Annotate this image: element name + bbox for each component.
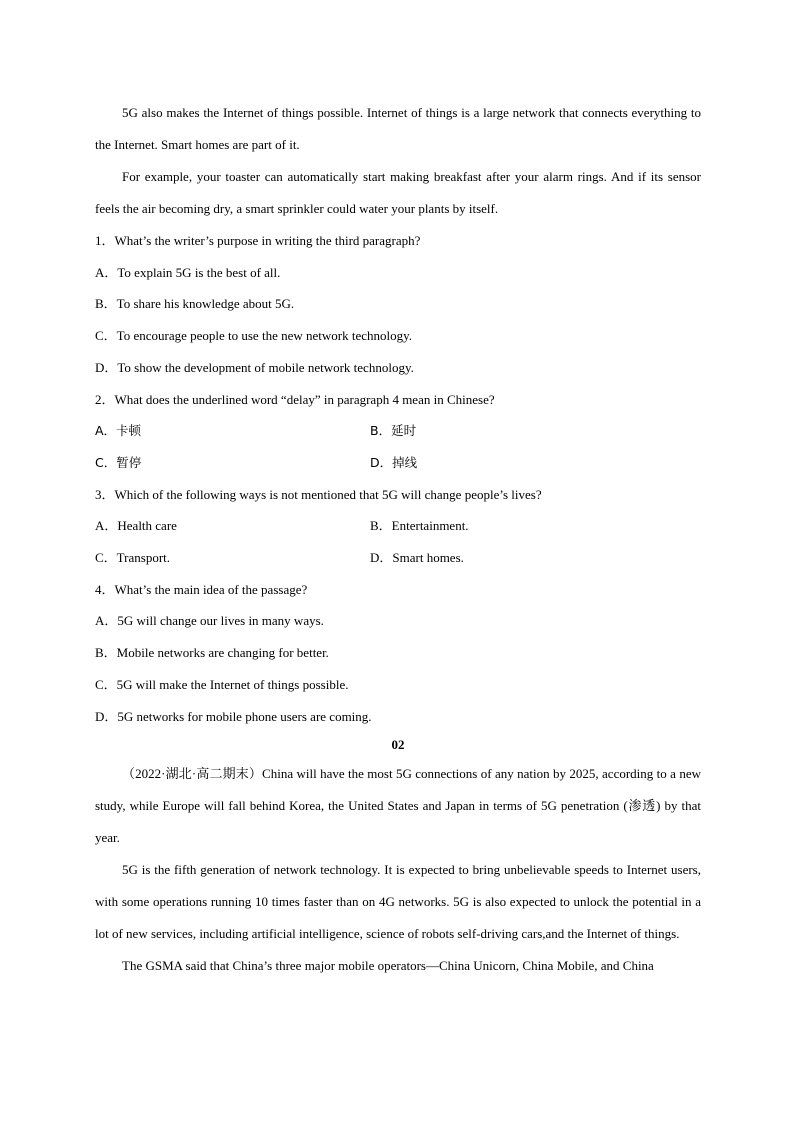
answer-option-row bbox=[95, 510, 701, 542]
answer-option: B．Entertainment. bbox=[370, 518, 469, 534]
question-stem: 4．What’s the main idea of the passage? bbox=[95, 581, 308, 597]
answer-option: D．掉线 bbox=[370, 454, 418, 470]
passage-paragraph: 5G is the fifth generation of network technology. It is expected to bring unbelievable speeds to Internet users, with some operations running 10 times faster than on 4G networks. 5G is also expected to unlock the potential in a lot of new services, including artificial intelligence, science of robots self-driving cars,and the Internet of things. bbox=[95, 862, 701, 942]
answer-option-row bbox=[95, 447, 701, 479]
answer-option: C．Transport. bbox=[95, 550, 171, 566]
question-stem: 2．What does the underlined word “delay” in paragraph 4 mean in Chinese? bbox=[95, 391, 495, 407]
answer-option: A．To explain 5G is the best of all. bbox=[95, 264, 281, 280]
answer-option: B．To share his knowledge about 5G. bbox=[95, 296, 295, 312]
answer-option: D．5G networks for mobile phone users are coming. bbox=[95, 708, 372, 724]
answer-option: B．延时 bbox=[370, 423, 417, 439]
answer-option: B．Mobile networks are changing for better. bbox=[95, 645, 329, 661]
answer-option: D．To show the development of mobile network technology. bbox=[95, 359, 414, 375]
question-stem: 1．What’s the writer’s purpose in writing the third paragraph? bbox=[95, 233, 421, 248]
answer-option: A．5G will change our lives in many ways. bbox=[95, 613, 324, 629]
answer-option: A．Health care bbox=[95, 518, 177, 534]
answer-option-row bbox=[95, 542, 701, 574]
passage-paragraph: The GSMA said that China’s three major mobile operators—China Unicorn, China Mobile, and China bbox=[122, 958, 654, 974]
passage-paragraph: （2022·湖北·高二期末）China will have the most 5G connections of any nation by 2025, according to a new study, while Europe will fall behind Korea, the United States and Japan in terms of 5G penetration (渗透) by that year. bbox=[95, 766, 701, 846]
passage-paragraph: 5G also makes the Internet of things possible. Internet of things is a large network that connects everything to the Internet. Smart homes are part of it. bbox=[95, 105, 701, 152]
section-number: 02 bbox=[391, 737, 405, 753]
answer-option: C．5G will make the Internet of things possible. bbox=[95, 676, 349, 692]
document-page bbox=[95, 97, 701, 982]
answer-option: D．Smart homes. bbox=[370, 550, 464, 566]
answer-option: C．暂停 bbox=[95, 454, 142, 470]
answer-option: C．To encourage people to use the new network technology. bbox=[95, 328, 413, 344]
answer-option-row bbox=[95, 415, 701, 447]
question-stem: 3．Which of the following ways is not mentioned that 5G will change people’s lives? bbox=[95, 486, 542, 502]
answer-option: A．卡顿 bbox=[95, 423, 142, 439]
passage-paragraph: For example, your toaster can automatically start making breakfast after your alarm rings. And if its sensor feels the air becoming dry, a smart sprinkler could water your plants by itself. bbox=[95, 169, 701, 216]
